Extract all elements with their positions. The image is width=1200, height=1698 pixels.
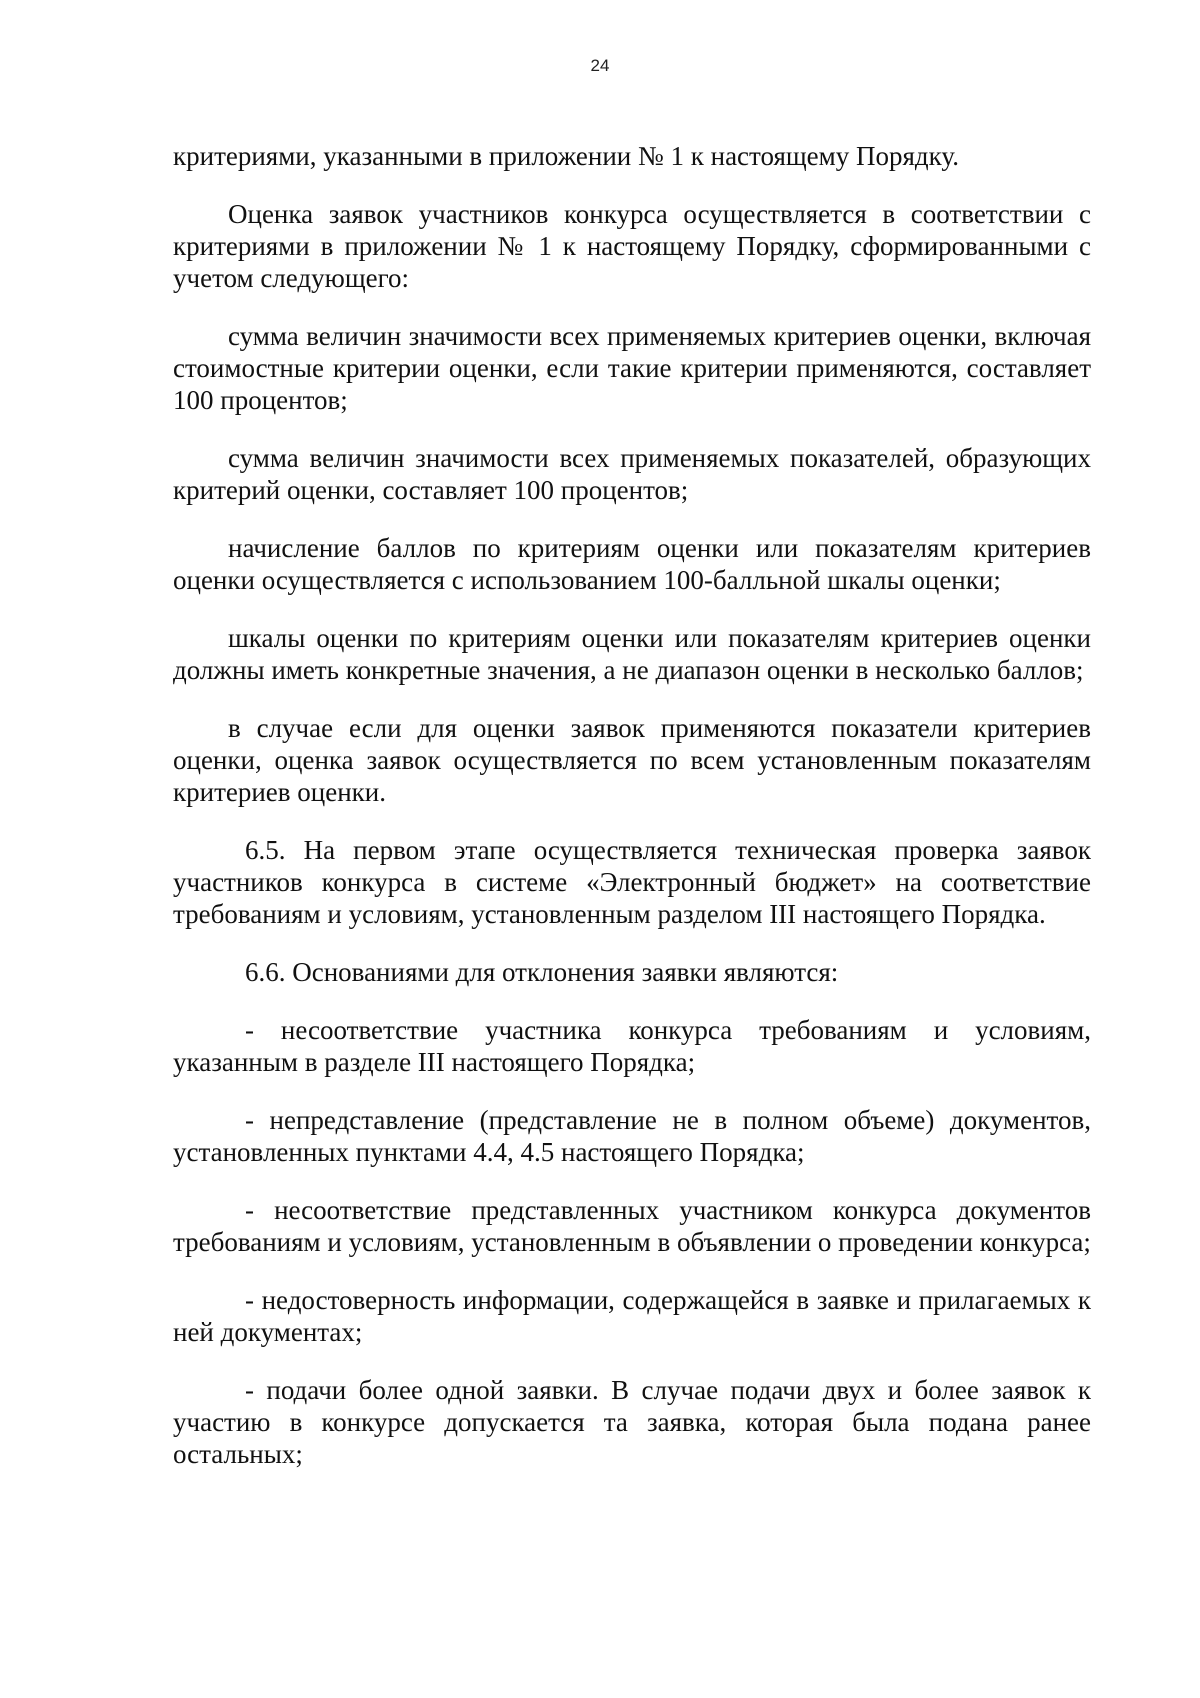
- list-item-rejection-2: - непредставление (представление не в полном объеме) документов, установленных пунктами 4.4, 4.5 настоящего Порядка;: [173, 1105, 1091, 1167]
- paragraph-indicators-applied: в случае если для оценки заявок применяются показатели критериев оценки, оценка заявок осуществляется по всем установленным показателям критериев оценки.: [173, 713, 1091, 807]
- paragraph-scale-values: шкалы оценки по критериям оценки или показателям критериев оценки должны иметь конкретные значения, а не диапазон оценки в несколько баллов;: [173, 623, 1091, 685]
- paragraph-evaluation-intro: Оценка заявок участников конкурса осуществляется в соответствии с критериями в приложении № 1 к настоящему Порядку, сформированными с учетом следующего:: [173, 199, 1091, 293]
- paragraph-criteria-sum: сумма величин значимости всех применяемых критериев оценки, включая стоимостные критерии оценки, если такие критерии применяются, составляет 100 процентов;: [173, 321, 1091, 415]
- paragraph-clause-6-6: 6.6. Основаниями для отклонения заявки являются:: [245, 957, 839, 987]
- document-body: [173, 140, 1091, 1496]
- paragraph-clause-6-5: 6.5. На первом этапе осуществляется техническая проверка заявок участников конкурса в системе «Электронный бюджет» на соответствие требованиям и условиям, установленным разделом III настоящего Порядка.: [173, 835, 1091, 929]
- list-item-rejection-3: - несоответствие представленных участником конкурса документов требованиям и условиям, установленным в объявлении о проведении конкурса;: [173, 1195, 1091, 1257]
- paragraph-continuation: критериями, указанными в приложении № 1 к настоящему Порядку.: [173, 141, 959, 171]
- paragraph-points-scale: начисление баллов по критериям оценки или показателям критериев оценки осуществляется с использованием 100-балльной шкалы оценки;: [173, 533, 1091, 595]
- list-item-rejection-4: - недостоверность информации, содержащейся в заявке и прилагаемых к ней документах;: [173, 1285, 1091, 1347]
- paragraph-indicators-sum: сумма величин значимости всех применяемых показателей, образующих критерий оценки, составляет 100 процентов;: [173, 443, 1091, 505]
- list-item-rejection-1: - несоответствие участника конкурса требованиям и условиям, указанным в разделе III настоящего Порядка;: [173, 1015, 1091, 1077]
- list-item-rejection-5: - подачи более одной заявки. В случае подачи двух и более заявок к участию в конкурсе допускается та заявка, которая была подана ранее остальных;: [173, 1375, 1091, 1469]
- page-number: 24: [590, 56, 610, 75]
